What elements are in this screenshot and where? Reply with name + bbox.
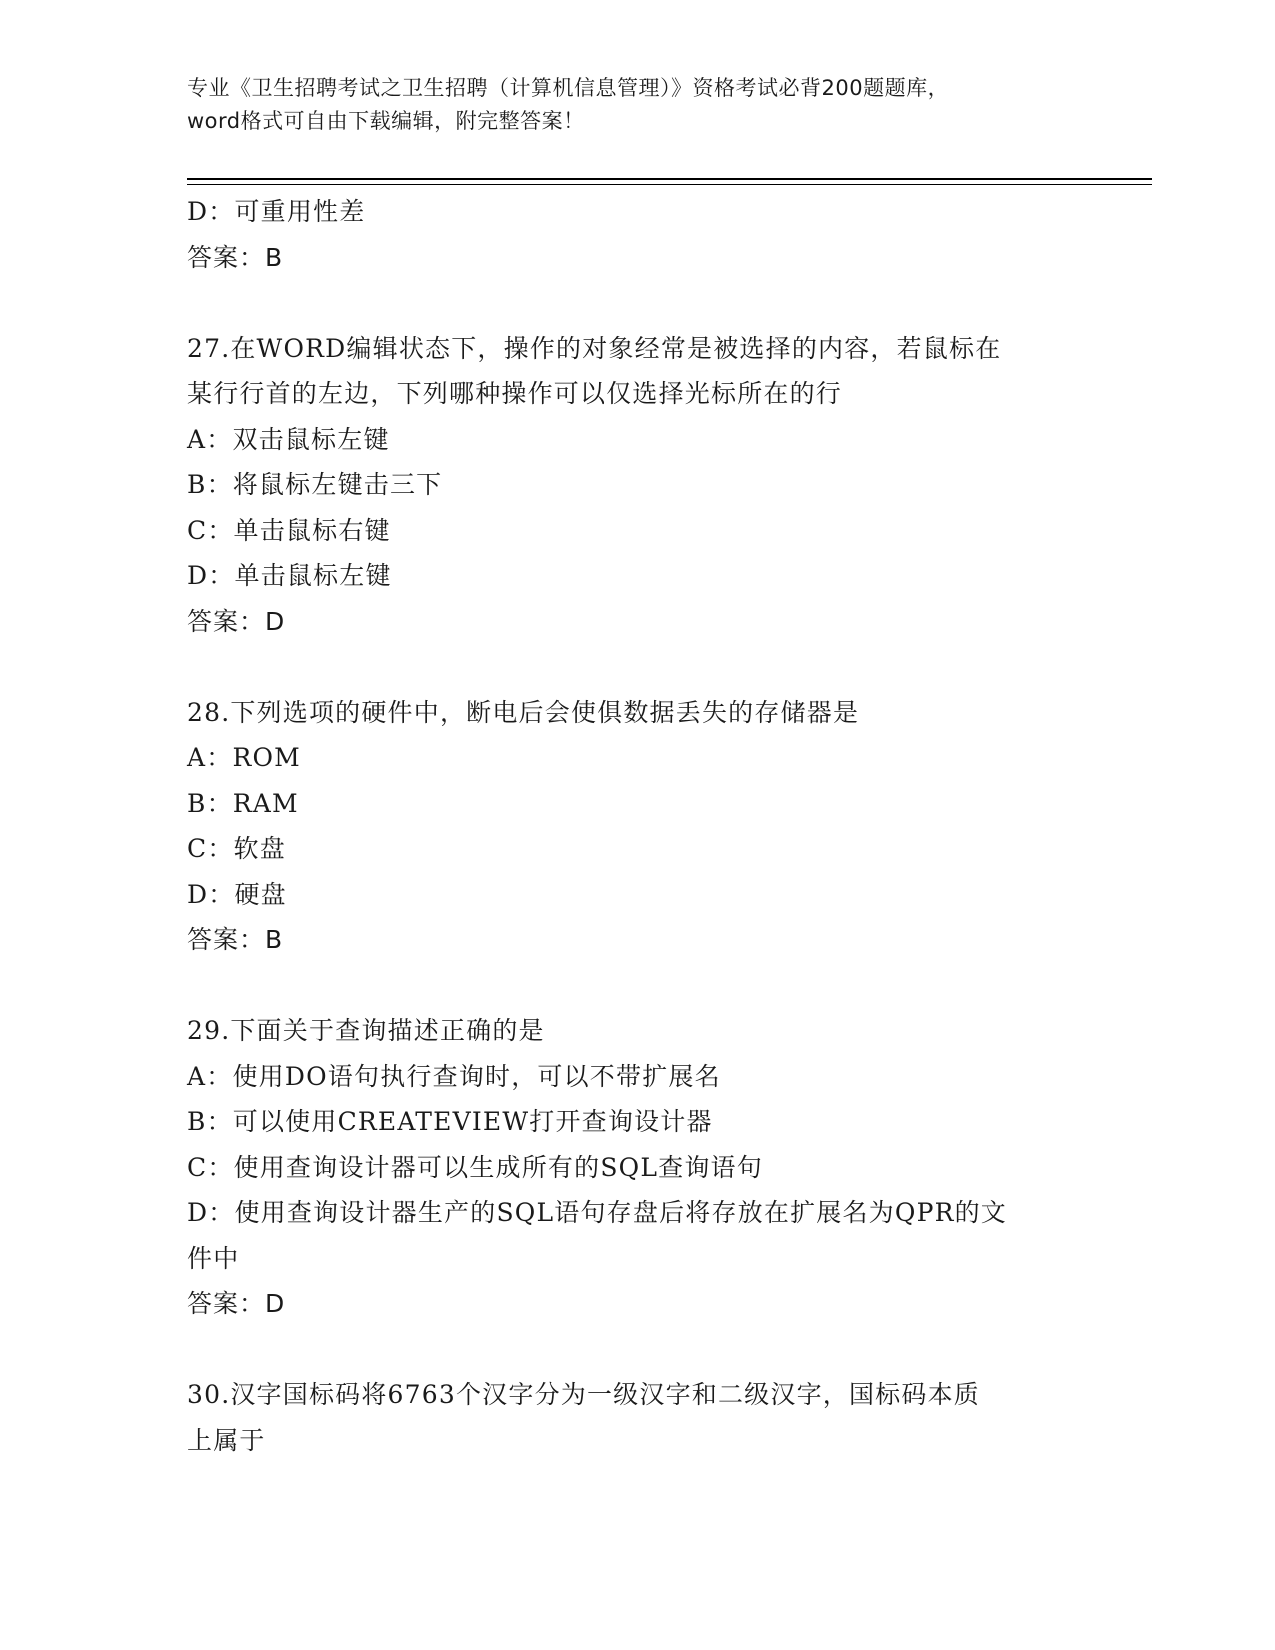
option-b: B：可以使用CREATEVIEW打开查询设计器 <box>187 1107 713 1136</box>
spacer <box>187 1327 1067 1373</box>
question-28 <box>187 690 1067 963</box>
question-27 <box>187 326 1067 645</box>
spacer <box>187 644 1067 690</box>
option-b: B：将鼠标左键击三下 <box>187 470 443 499</box>
answer: 答案：D <box>187 1289 286 1318</box>
option-d: D：单击鼠标左键 <box>187 561 392 590</box>
question-stem: 28.下列选项的硬件中，断电后会使俱数据丢失的存储器是 <box>187 697 860 727</box>
option-c: C：使用查询设计器可以生成所有的SQL查询语句 <box>187 1152 763 1182</box>
option-c: C：单击鼠标右键 <box>187 515 391 545</box>
header-line-1: 专业《卫生招聘考试之卫生招聘（计算机信息管理）》资格考试必背200题题库， <box>187 76 950 100</box>
question-29 <box>187 1008 1067 1327</box>
option-b: B：RAM <box>187 788 299 818</box>
option-d: D：可重用性差 <box>187 197 366 226</box>
option-a: A：ROM <box>187 743 301 772</box>
question-stem: 某行行首的左边，下列哪种操作可以仅选择光标所在的行 <box>187 379 843 408</box>
answer: 答案：D <box>187 606 286 636</box>
option-a: A：使用DO语句执行查询时，可以不带扩展名 <box>187 1061 721 1091</box>
option-d: D：硬盘 <box>187 879 287 909</box>
option-c: C：软盘 <box>187 834 286 863</box>
question-stem: 30.汉字国标码将6763个汉字分为一级汉字和二级汉字，国标码本质 <box>187 1380 980 1409</box>
spacer <box>187 280 1067 326</box>
question-30 <box>187 1372 1067 1463</box>
page-header <box>187 72 1087 138</box>
question-stem: 上属于 <box>187 1425 266 1455</box>
question-stem: 27.在WORD编辑状态下，操作的对象经常是被选择的内容，若鼠标在 <box>187 333 1002 363</box>
question-stem: 29.下面关于查询描述正确的是 <box>187 1016 545 1045</box>
spacer <box>187 963 1067 1009</box>
answer: 答案：B <box>187 242 284 272</box>
header-divider-thin <box>187 184 1152 185</box>
header-divider-thick <box>187 178 1152 180</box>
document-body <box>187 189 1067 1463</box>
answer: 答案：B <box>187 925 284 954</box>
option-d: D：使用查询设计器生产的SQL语句存盘后将存放在扩展名为QPR的文 <box>187 1198 1008 1227</box>
option-d-continued: 件中 <box>187 1243 240 1273</box>
header-line-2: word格式可自由下载编辑，附完整答案！ <box>187 109 585 133</box>
option-a: A：双击鼠标左键 <box>187 424 390 454</box>
